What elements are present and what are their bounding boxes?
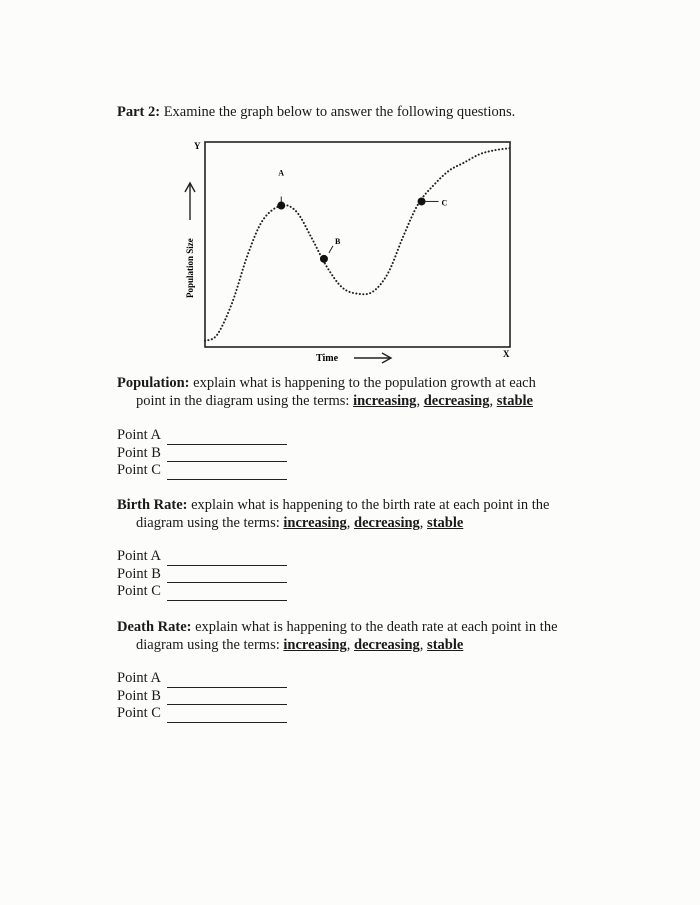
section-text: explain what is happening to the birth rate at each point in the [191, 497, 550, 513]
term-decreasing: decreasing [354, 515, 420, 531]
y-axis-letter: Y [194, 141, 201, 151]
term-decreasing: decreasing [423, 393, 490, 409]
section-text-cont: diagram using the terms: [136, 637, 280, 653]
term-increasing: increasing [283, 515, 347, 531]
answer-row [117, 548, 287, 566]
x-axis-label: Time [316, 353, 339, 364]
answer-blank[interactable] [167, 673, 287, 688]
point-label: Point A [117, 670, 161, 686]
answer-blank[interactable] [167, 465, 287, 480]
term-increasing: increasing [283, 637, 347, 653]
term-stable: stable [496, 393, 533, 409]
answer-blank[interactable] [167, 430, 287, 445]
point-b-marker [320, 255, 328, 263]
part-heading [117, 104, 515, 121]
point-label: Point B [117, 687, 161, 704]
point-c-label: C [441, 198, 448, 208]
answer-blank[interactable] [167, 586, 287, 601]
answer-row [117, 427, 287, 445]
answer-blank[interactable] [167, 447, 287, 462]
answer-row [117, 688, 287, 706]
section-text: explain what is happening to the death rate at each point in the [195, 619, 558, 635]
death-rate-question: Death Rate: explain what is happening to the death rate at each point in the diagram using the terms: increasing, decreasing, stable [117, 619, 558, 653]
point-label: Point B [117, 565, 161, 582]
population-graph [180, 138, 520, 368]
point-a-label: A [278, 168, 285, 178]
x-axis-letter: X [503, 349, 510, 359]
answer-row [117, 705, 287, 723]
birth-rate-answers [117, 548, 287, 601]
section-heading: Population: [117, 375, 190, 391]
term-stable: stable [427, 637, 464, 653]
point-a-marker [277, 202, 285, 210]
population-curve [205, 148, 510, 341]
population-answers [117, 427, 287, 480]
point-label: Point C [117, 583, 161, 599]
y-axis-arrow [185, 183, 195, 220]
answer-blank[interactable] [167, 708, 287, 723]
answer-blank[interactable] [167, 568, 287, 583]
term-stable: stable [427, 515, 464, 531]
population-question: Population: explain what is happening to the population growth at each point in the diagram using the terms: increasing, decreasing, stable [117, 375, 536, 409]
point-label: Point A [117, 427, 161, 443]
point-c-marker [418, 197, 426, 205]
section-heading: Death Rate: [117, 619, 192, 635]
birth-rate-question: Birth Rate: explain what is happening to the birth rate at each point in the diagram using the terms: increasing, decreasing, stable [117, 497, 550, 531]
section-text: explain what is happening to the population growth at each [193, 375, 536, 391]
section-heading: Birth Rate: [117, 497, 188, 513]
x-axis-arrow [354, 353, 391, 363]
answer-blank[interactable] [167, 551, 287, 566]
term-decreasing: decreasing [354, 637, 420, 653]
graph-frame [205, 142, 510, 347]
point-b-leader [329, 246, 333, 253]
section-text-cont: point in the diagram using the terms: [136, 393, 350, 409]
section-text-cont: diagram using the terms: [136, 515, 280, 531]
point-label: Point B [117, 444, 161, 461]
point-label: Point C [117, 462, 161, 478]
answer-row [117, 583, 287, 601]
point-label: Point C [117, 705, 161, 721]
answer-row [117, 566, 287, 584]
answer-row [117, 462, 287, 480]
part-instruction: Examine the graph below to answer the following questions. [163, 104, 516, 120]
answer-row [117, 445, 287, 463]
answer-row [117, 670, 287, 688]
y-axis-label: Population Size [185, 238, 195, 298]
term-increasing: increasing [353, 393, 417, 409]
answer-blank[interactable] [167, 690, 287, 705]
point-b-label: B [334, 236, 341, 246]
part-label: Part 2: [117, 104, 161, 120]
death-rate-answers [117, 670, 287, 723]
point-label: Point A [117, 548, 161, 564]
